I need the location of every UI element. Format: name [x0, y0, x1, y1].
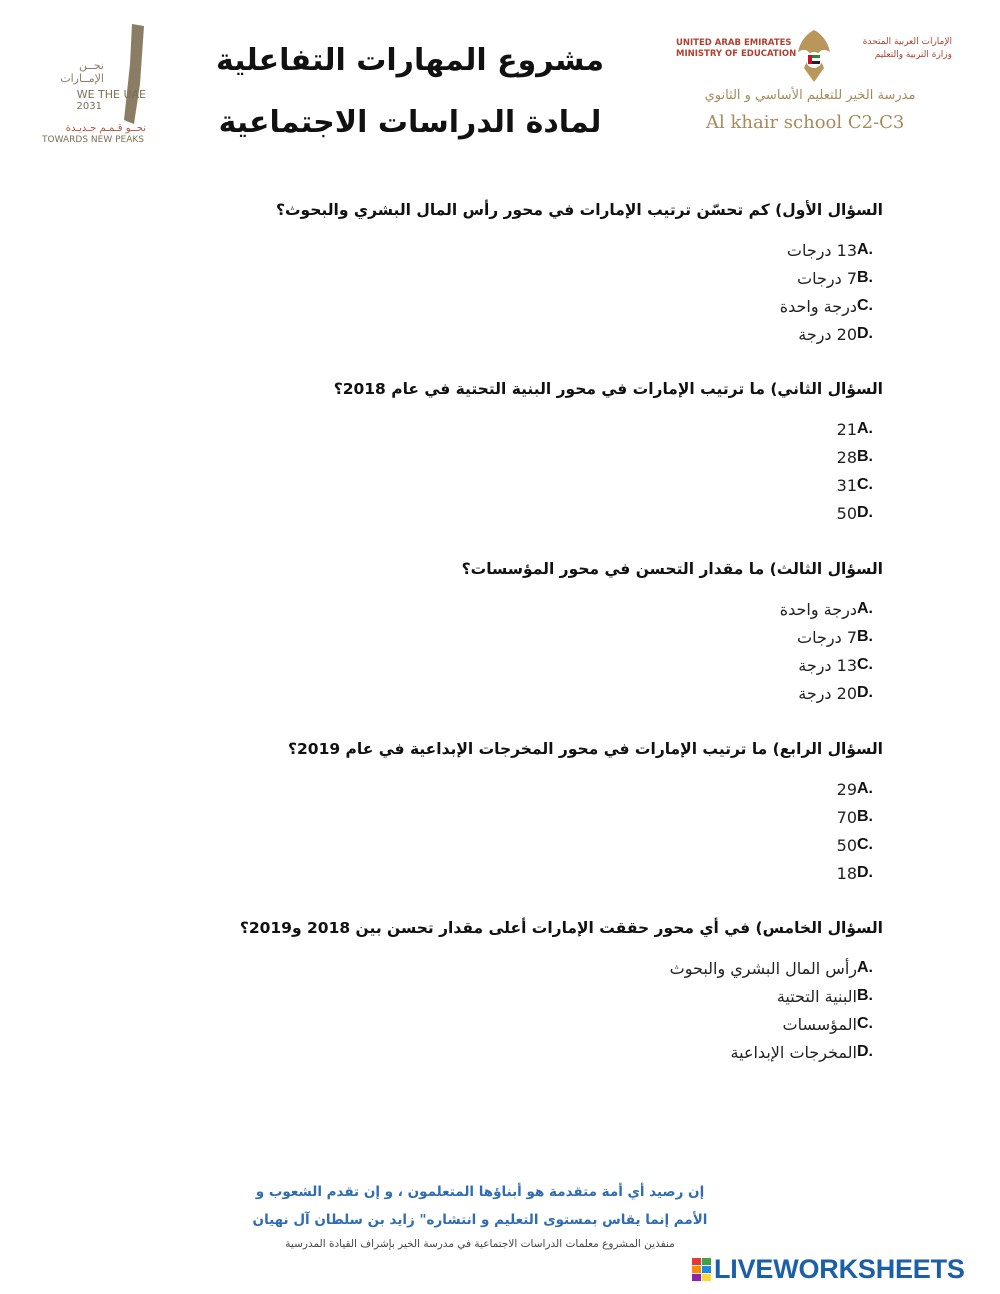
option-letter: C.: [857, 656, 873, 673]
option-text: درجة واحدة: [779, 599, 857, 619]
option-a[interactable]: [180, 954, 883, 982]
logo-arabic-line2: الإمــارات: [60, 72, 104, 85]
options-list: [180, 236, 883, 348]
school-name-arabic: مدرسة الخير للتعليم الأساسي و الثانوي: [704, 88, 916, 103]
option-letter: A.: [857, 600, 873, 617]
option-letter: B.: [857, 269, 873, 286]
option-a[interactable]: [180, 595, 883, 623]
option-text: 20 درجة: [798, 324, 857, 344]
option-letter: B.: [857, 448, 873, 465]
option-letter: C.: [857, 1015, 873, 1032]
project-credits: منفذين المشروع معلمات الدراسات الاجتماعية في مدرسة الخير بإشراف القيادة المدرسية: [285, 1238, 675, 1250]
option-letter: A.: [857, 959, 873, 976]
option-text: 70: [836, 807, 857, 827]
option-d[interactable]: [180, 1038, 883, 1066]
option-letter: D.: [857, 1043, 873, 1060]
title-line-2: لمادة الدراسات الاجتماعية: [218, 105, 602, 140]
option-text: 31: [836, 475, 857, 495]
option-text: 50: [836, 835, 857, 855]
ministry-english: [676, 38, 796, 60]
ministry-english-line2: MINISTRY OF EDUCATION: [676, 49, 797, 59]
ministry-arabic: [842, 36, 952, 62]
liveworksheets-blocks-icon: [692, 1258, 712, 1282]
question-2: [180, 378, 883, 527]
option-text: 7 درجات: [797, 627, 857, 647]
logo-english-line1: WE THE UAE: [76, 88, 146, 101]
question-5: [180, 917, 883, 1066]
option-text: المؤسسات: [782, 1014, 857, 1034]
logo-arabic-line1: نحــن: [79, 59, 104, 72]
ministry-school-logo: [670, 26, 960, 146]
liveworksheets-logo[interactable]: [692, 1256, 992, 1284]
zayed-quote: [200, 1178, 760, 1234]
logo-arabic-tagline: نحــو قـمـم جـديـدة: [65, 123, 146, 134]
option-letter: C.: [857, 476, 873, 493]
option-text: 21: [836, 419, 857, 439]
options-list: [180, 954, 883, 1066]
question-3: [180, 558, 883, 707]
option-letter: D.: [857, 325, 873, 342]
logo-english-tagline: TOWARDS NEW PEAKS: [42, 135, 144, 145]
title-line-1: مشروع المهارات التفاعلية: [215, 43, 605, 78]
we-the-uae-2031-logo: [38, 20, 150, 148]
option-d[interactable]: [180, 320, 883, 348]
option-text: 13 درجة: [798, 655, 857, 675]
question-4: [180, 738, 883, 887]
options-list: [180, 595, 883, 707]
option-b[interactable]: [180, 623, 883, 651]
liveworksheets-brand: LIVEWORKSHEETS: [714, 1254, 965, 1284]
question-text: السؤال الثالث) ما مقدار التحسن في محور المؤسسات؟: [461, 560, 883, 578]
option-c[interactable]: [180, 292, 883, 320]
option-letter: A.: [857, 780, 873, 797]
option-b[interactable]: [180, 264, 883, 292]
option-text: 29: [836, 779, 857, 799]
logo-year: 2031: [76, 101, 102, 112]
option-letter: C.: [857, 297, 873, 314]
question-text: السؤال الخامس) في أي محور حققت الإمارات أعلى مقدار تحسن بين 2018 و2019؟: [239, 919, 883, 937]
page-title: [180, 30, 640, 154]
we-the-uae-mark-icon: [110, 24, 146, 124]
option-b[interactable]: [180, 443, 883, 471]
option-text: 18: [836, 863, 857, 883]
option-b[interactable]: [180, 803, 883, 831]
option-text: 13 درجات: [786, 240, 857, 260]
question-1: [180, 199, 883, 348]
option-a[interactable]: [180, 236, 883, 264]
option-letter: A.: [857, 420, 873, 437]
option-text: درجة واحدة: [779, 296, 857, 316]
quote-line-2: الأمم إنما يقاس بمستوى التعليم و انتشاره" زايد بن سلطان آل نهيان: [252, 1212, 708, 1228]
option-letter: D.: [857, 864, 873, 881]
option-b[interactable]: [180, 982, 883, 1010]
option-text: البنية التحتية: [776, 986, 857, 1006]
option-c[interactable]: [180, 651, 883, 679]
option-d[interactable]: [180, 499, 883, 527]
ministry-arabic-line1: الإمارات العربية المتحدة: [862, 37, 952, 47]
option-letter: D.: [857, 684, 873, 701]
option-letter: C.: [857, 836, 873, 853]
option-c[interactable]: [180, 1010, 883, 1038]
option-letter: D.: [857, 504, 873, 521]
option-a[interactable]: [180, 775, 883, 803]
question-text: السؤال الأول) كم تحسّن ترتيب الإمارات في محور رأس المال البشري والبحوث؟: [275, 201, 883, 219]
question-text: السؤال الثاني) ما ترتيب الإمارات في محور البنية التحتية في عام 2018؟: [333, 380, 883, 398]
option-text: 7 درجات: [797, 268, 857, 288]
option-d[interactable]: [180, 679, 883, 707]
school-name-english: Al khair school C2-C3: [706, 112, 905, 133]
ministry-english-line1: UNITED ARAB EMIRATES: [676, 38, 792, 48]
option-a[interactable]: [180, 415, 883, 443]
option-text: 28: [836, 447, 857, 467]
option-c[interactable]: [180, 831, 883, 859]
option-text: رأس المال البشري والبحوث: [669, 958, 857, 978]
option-letter: A.: [857, 241, 873, 258]
option-text: المخرجات الإبداعية: [730, 1042, 857, 1062]
ministry-arabic-line2: وزارة التربية والتعليم: [874, 50, 952, 60]
question-text: السؤال الرابع) ما ترتيب الإمارات في محور المخرجات الإبداعية في عام 2019؟: [288, 740, 883, 758]
option-letter: B.: [857, 628, 873, 645]
option-text: 50: [836, 503, 857, 523]
option-letter: B.: [857, 808, 873, 825]
option-d[interactable]: [180, 859, 883, 887]
options-list: [180, 415, 883, 527]
quote-line-1: إن رصيد أي أمة متقدمة هو أبناؤها المتعلمون ، و إن تقدم الشعوب و: [255, 1184, 705, 1200]
option-c[interactable]: [180, 471, 883, 499]
option-letter: B.: [857, 987, 873, 1004]
options-list: [180, 775, 883, 887]
option-text: 20 درجة: [798, 683, 857, 703]
uae-emblem-icon: [794, 28, 834, 84]
